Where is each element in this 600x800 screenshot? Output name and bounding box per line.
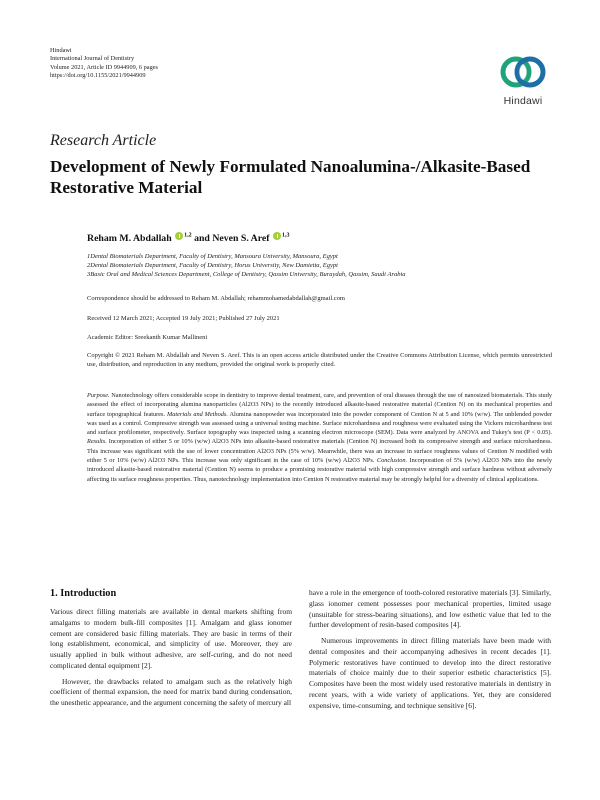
academic-editor: Academic Editor: Sreekanth Kumar Mallineni <box>87 334 208 341</box>
logo-wordmark: Hindawi <box>503 95 543 107</box>
abstract-conclusion-label: Conclusion. <box>376 457 408 465</box>
author-line <box>87 232 290 244</box>
abstract-methods-label: Materials and Methods. <box>166 410 228 418</box>
volume-info: Volume 2021, Article ID 9944909, 6 pages <box>50 63 158 71</box>
paragraph: Various direct filling materials are available in dental markets shifting from amalgams to modern bulk-fill composites [1]. Amalgam and glass ionomer cement are considered basic filling materials. They are basic in terms of their long establishment, economical, and simplicity of use. Moreover, they are usually applied in bulk without adhesive, are self-curing, and do not need complicated dental equipment [2]. <box>50 607 292 670</box>
paragraph: have a role in the emergence of tooth-colored restorative materials [3]. Similarly, glass ionomer cement possesses poor mechanical properties, limited usage (unsuitable for stress-bearing situations), and low esthetic value that led to the further development of resin-based composites [4]. <box>309 588 551 630</box>
publisher-name: Hindawi <box>50 47 72 54</box>
paragraph: However, the drawbacks related to amalgam such as the relatively high coefficient of thermal expansion, the need for matrix band during condensation, the unesthetic appearance, and the argument concerning the safety of mercury all <box>50 676 292 707</box>
author-affiliation-ref: 1,3 <box>282 232 290 239</box>
author-name: Neven S. Aref <box>212 233 270 244</box>
abstract <box>87 391 552 484</box>
orcid-icon[interactable] <box>175 232 183 240</box>
correspondence: Correspondence should be addressed to Reham M. Abdallah; rehammohamedabdallah@gmail.com <box>87 295 345 302</box>
author-conjunction: and <box>194 233 210 244</box>
affiliation: 1Dental Biomaterials Department, Faculty of Dentistry, Mansoura University, Mansoura, Egypt <box>87 253 338 260</box>
affiliation: 2Dental Biomaterials Department, Faculty of Dentistry, Horus University, New Damietta, Egypt <box>87 262 338 269</box>
affiliation: 3Basic Oral and Medical Sciences Department, College of Dentistry, Qassim University, Buraydah, Qassim, Saudi Arabia <box>87 271 406 278</box>
body-column-left <box>50 607 292 709</box>
publication-dates: Received 12 March 2021; Accepted 19 July 2021; Published 27 July 2021 <box>87 315 280 322</box>
paragraph: Numerous improvements in direct filling materials have been made with dental composites and their accompanying adhesives in recent decades [1]. Polymeric restoratives have continued to develop into the direct restorative materials of choice mainly due to their superior esthetic characteristics [5]. Composites have been the most widely used restorative materials in dentistry in recent years, with a wide variety of applications. Yet, they are considered expensive, time-consuming, and technique sensitive [6]. <box>309 636 551 710</box>
abstract-purpose-label: Purpose. <box>87 392 110 399</box>
abstract-results: Incorporation of either 5 or 10% (w/w) Al2O3 NPs into alkasite-based restorative materials (Cention N) increased both its compressive strength and surface microhardness. This increase was significant with the use of lower concentration Al2O3 NPs (5% w/w). Meanwhile, there was an increase in surface roughness values of Cention N modified with either 5 or 10% (w/w) Al2O3 NPs. This increase was only significant in the case of 10% (w/w) Al2O3 NPs. <box>87 438 552 465</box>
copyright-notice: Copyright © 2021 Reham M. Abdallah and Neven S. Aref. This is an open access article distributed under the Creative Commons Attribution License, which permits unrestricted use, distribution, and reproduction in any medium, provided the original work is properly cited. <box>87 352 552 368</box>
abstract-methods: Alumina nanopowder was incorporated into the powder component of Cention N at 5 and 10% (w/w). The unblended powder was used as a control. Compressive strength was assessed using a universal testing machine. Surface microhardness and roughness were evaluated using the Vickers microhardness test and surface profilometer, respectively. Surface topography was inspected using a scanning electron microscope (SEM). Data were analyzed by ANOVA and Tukey's test (P < 0.05). <box>87 410 552 437</box>
abstract-purpose: Nanotechnology offers considerable scope in dentistry to improve dental treatment, care, and prevention of oral diseases through the use of nanosized biomaterials. This study assessed the effect of incorporating alumina nanoparticles (Al2O3 NPs) to the recently introduced alkasite-based restorative material (Cention N) on its mechanical properties and surface topographical features. <box>87 392 552 418</box>
orcid-icon[interactable] <box>273 232 281 240</box>
author-affiliation-ref: 1,2 <box>184 232 192 239</box>
journal-name: International Journal of Dentistry <box>50 55 135 63</box>
journal-meta <box>50 47 158 81</box>
body-column-right <box>309 588 551 711</box>
author-name: Reham M. Abdallah <box>87 233 172 244</box>
abstract-results-label: Results. <box>87 438 107 446</box>
affiliations <box>87 252 552 279</box>
paper-title: Development of Newly Formulated Nanoalumina-/Alkasite-Based Restorative Material <box>50 157 531 197</box>
article-type: Research Article <box>50 132 157 149</box>
doi-link[interactable]: https://doi.org/10.1155/2021/9944909 <box>50 72 146 80</box>
abstract-conclusion: Incorporation of 5% (w/w) Al2O3 NPs into the newly introduced alkasite-based restorative material (Cention N) seems to produce a promising restorative material with high compressive strength and surface hardness without adversely affecting its surface roughness properties. Thus, nanotechnology implementation into Cention N restorative material may be strongly helpful for a diversity of clinical applications. <box>87 457 552 483</box>
section-heading: 1. Introduction <box>50 588 117 599</box>
